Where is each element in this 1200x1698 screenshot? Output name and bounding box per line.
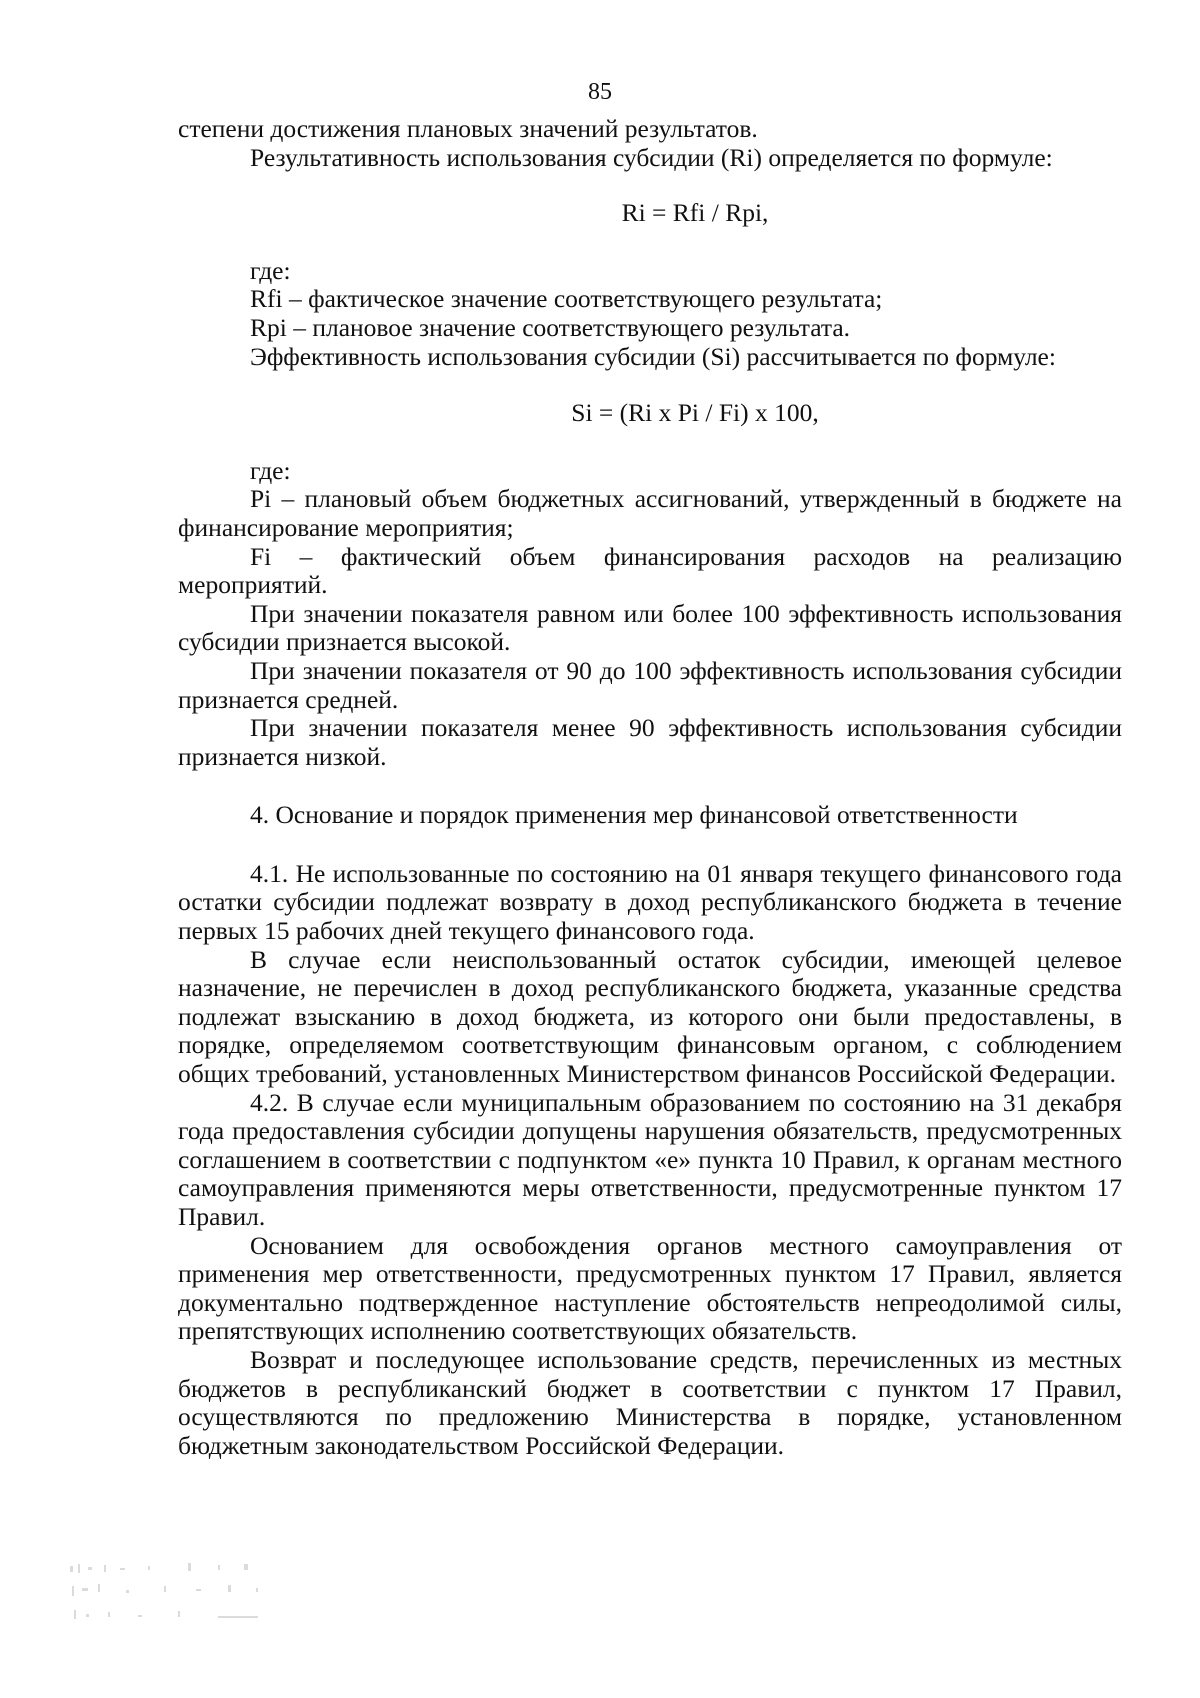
section-heading: 4. Основание и порядок применения мер финансовой ответственности	[250, 800, 1018, 830]
page-number: 85	[588, 79, 612, 105]
definition-rpi: Rpi – плановое значение соответствующего результата.	[250, 312, 851, 342]
scan-artifact	[68, 1560, 278, 1638]
where-label: где:	[250, 255, 291, 285]
definition-pi: Pi – плановый объем бюджетных ассигнований, утвержденный в бюджете на финансирование мероприятия;	[178, 484, 1122, 542]
definition-rfi: Rfi – фактическое значение соответствующего результата;	[250, 284, 883, 314]
paragraph-high-efficiency: При значении показателя равном или более 100 эффективность использования субсидии признается высокой.	[178, 598, 1122, 657]
paragraph-ri-intro: Результативность использования субсидии (Ri) определяется по формуле:	[250, 142, 1053, 172]
document-body	[178, 115, 1122, 1460]
paragraph-unused-balance: В случае если неиспользованный остаток субсидии, имеющей целевое назначение, не перечислен в доход республиканского бюджета, указанные средства подлежат взысканию в доход бюджета, из которого они были предоставлены, в порядке, определяемом соответствующим финансовым органом, с соблюдением общих требований, установленных Министерством финансов Российской Федерации.	[178, 944, 1122, 1089]
formula-si: Si = (Ri x Pi / Fi) x 100,	[571, 398, 819, 428]
definition-fi: Fi – фактический объем финансирования расходов на реализацию мероприятий.	[178, 541, 1122, 600]
formula-ri: Ri = Rfi / Rpi,	[621, 198, 769, 228]
paragraph-medium-efficiency: При значении показателя от 90 до 100 эффективность использования субсидии признается средней.	[178, 655, 1122, 714]
where-label: где:	[250, 455, 291, 485]
paragraph-continuation: степени достижения плановых значений результатов.	[178, 114, 758, 143]
paragraph-release-grounds: Основанием для освобождения органов местного самоуправления от применения мер ответственности, предусмотренных пунктом 17 Правил, является документально подтвержденное наступление обстоятельств непреодолимой силы, препятствующих исполнению соответствующих обязательств.	[178, 1230, 1122, 1346]
paragraph-4-1: 4.1. Не использованные по состоянию на 01 января текущего финансового года остатки субсидии подлежат возврату в доход республиканского бюджета в течение первых 15 рабочих дней текущего финансового года.	[178, 858, 1122, 946]
paragraph-4-2: 4.2. В случае если муниципальным образованием по состоянию на 31 декабря года предоставления субсидии допущены нарушения обязательств, предусмотренных соглашением в соответствии с подпунктом «е» пункта 10 Правил, к органам местного самоуправления применяются меры ответственности, предусмотренные пунктом 17 Правил.	[178, 1087, 1122, 1231]
paragraph-low-efficiency: При значении показателя менее 90 эффективность использования субсидии признается низкой.	[178, 713, 1122, 771]
paragraph-return-funds: Возврат и последующее использование средств, перечисленных из местных бюджетов в республиканский бюджет в соответствии с пунктом 17 Правил, осуществляются по предложению Министерства в порядке, установленном бюджетным законодательством Российской Федерации.	[178, 1344, 1122, 1460]
paragraph-si-intro: Эффективность использования субсидии (Si) рассчитывается по формуле:	[250, 341, 1056, 371]
